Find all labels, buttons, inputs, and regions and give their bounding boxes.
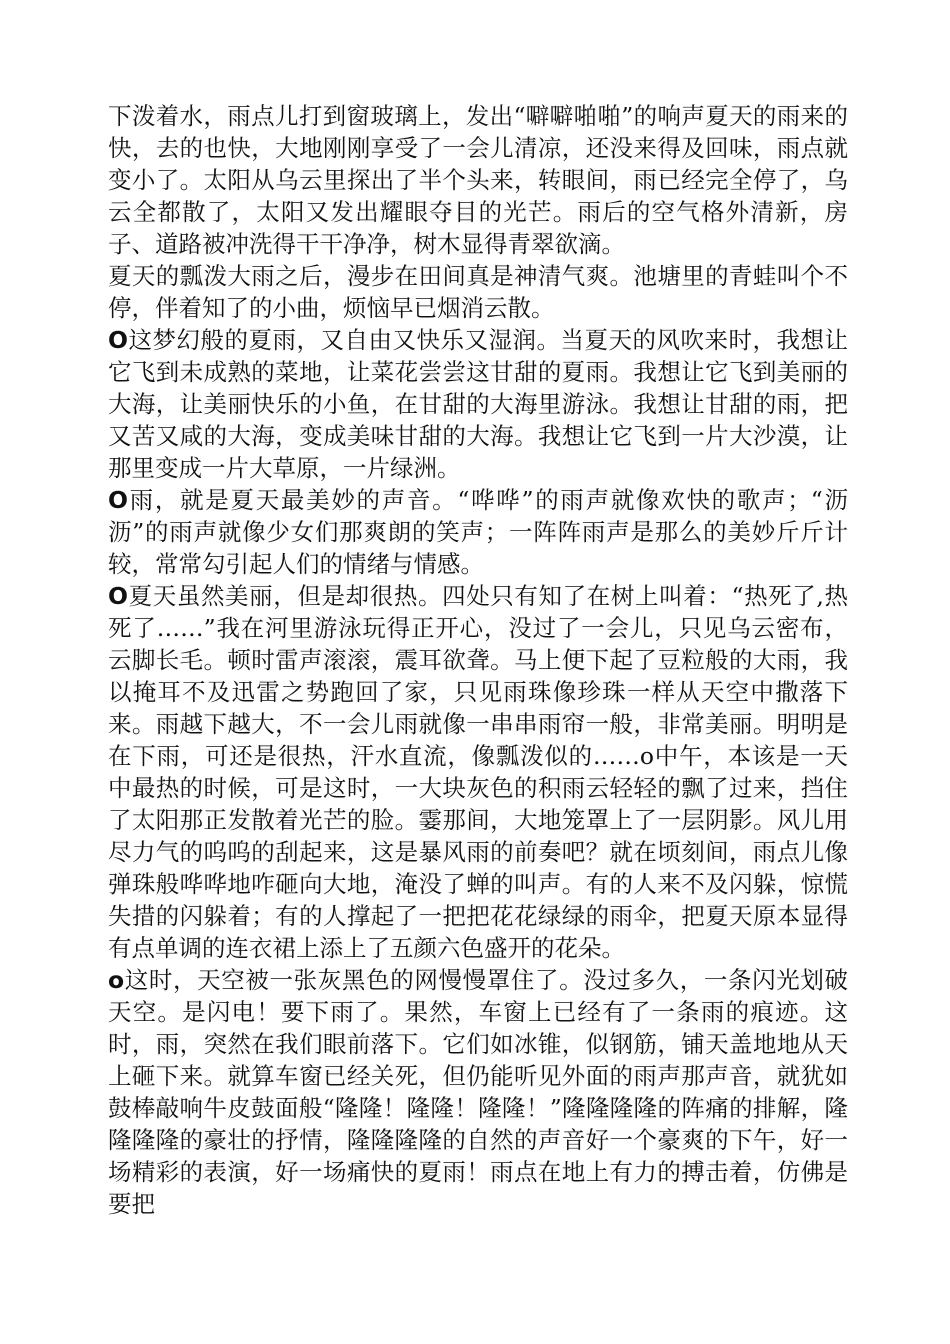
paragraph-5 <box>108 580 848 964</box>
paragraph-4 <box>108 484 848 580</box>
paragraph-6 <box>108 964 848 1220</box>
paragraph-text: 这时，天空被一张灰黑色的网慢慢罩住了。没过多久，一条闪光划破天空。是闪电！要下雨了。果然，车窗上已经有了一条雨的痕迹。这时，雨，突然在我们眼前落下。它们如冰锥，似钢筋，铺天盖地地从天上砸下来。就算车窗已经关死，但仍能听见外面的雨声那声音，就犹如鼓棒敲响牛皮鼓面般“隆隆！隆隆！隆隆！”隆隆隆隆的阵痛的排解，隆隆隆隆的豪壮的抒情，隆隆隆隆的自然的声音好一个豪爽的下午，好一场精彩的表演，好一场痛快的夏雨！雨点在地上有力的搏击着，仿佛是要把 <box>108 966 848 1218</box>
paragraph-marker: o <box>108 966 125 994</box>
paragraph-marker: O <box>108 582 128 610</box>
paragraph-text: 这梦幻般的夏雨，又自由又快乐又湿润。当夏天的风吹来时，我想让它飞到未成熟的菜地，让菜花尝尝这甘甜的夏雨。我想让它飞到美丽的大海，让美丽快乐的小鱼，在甘甜的大海里游泳。我想让甘甜的雨，把又苦又咸的大海，变成美味甘甜的大海。我想让它飞到一片大沙漠，让那里变成一片大草原，一片绿洲。 <box>108 326 848 482</box>
paragraph-text: 下泼着水，雨点儿打到窗玻璃上，发出“噼噼啪啪”的响声夏天的雨来的快，去的也快，大地刚刚享受了一会儿清凉，还没来得及回味，雨点就变小了。太阳从乌云里探出了半个头来，转眼间，雨已经完全停了，乌云全都散了，太阳又发出耀眼夺目的光芒。雨后的空气格外清新，房子、道路被冲洗得干干净净，树木显得青翠欲滴。 <box>108 102 848 258</box>
paragraph-marker: O <box>108 326 128 354</box>
document-page <box>108 100 848 1220</box>
paragraph-1 <box>108 100 848 260</box>
paragraph-text: 夏天虽然美丽，但是却很热。四处只有知了在树上叫着：“热死了,热死了……”我在河里游泳玩得正开心，没过了一会儿，只见乌云密布，云脚长毛。顿时雷声滚滚，震耳欲聋。马上便下起了豆粒般的大雨，我以掩耳不及迅雷之势跑回了家，只见雨珠像珍珠一样从天空中撒落下来。雨越下越大，不一会儿雨就像一串串雨帘一般，非常美丽。明明是在下雨，可还是很热，汗水直流，像瓢泼似的……o中午，本该是一天中最热的时候，可是这时，一大块灰色的积雨云轻轻的飘了过来，挡住了太阳那正发散着光芒的脸。霎那间，大地笼罩上了一层阴影。风儿用尽力气的呜呜的刮起来，这是暴风雨的前奏吧？就在顷刻间，雨点儿像弹珠般哗哗地咋砸向大地，淹没了蝉的叫声。有的人来不及闪躲，惊慌失措的闪躲着；有的人撑起了一把把花花绿绿的雨伞，把夏天原本显得有点单调的连衣裙上添上了五颜六色盛开的花朵。 <box>108 582 848 962</box>
paragraph-text: 雨，就是夏天最美妙的声音。“哗哗”的雨声就像欢快的歌声；“沥沥”的雨声就像少女们那爽朗的笑声；一阵阵雨声是那么的美妙斤斤计较，常常勾引起人们的情绪与情感。 <box>108 486 848 578</box>
paragraph-marker: O <box>108 486 128 514</box>
paragraph-text: 夏天的瓢泼大雨之后，漫步在田间真是神清气爽。池塘里的青蛙叫个不停，伴着知了的小曲，烦恼早已烟消云散。 <box>108 262 848 322</box>
paragraph-3 <box>108 324 848 484</box>
paragraph-2 <box>108 260 848 324</box>
